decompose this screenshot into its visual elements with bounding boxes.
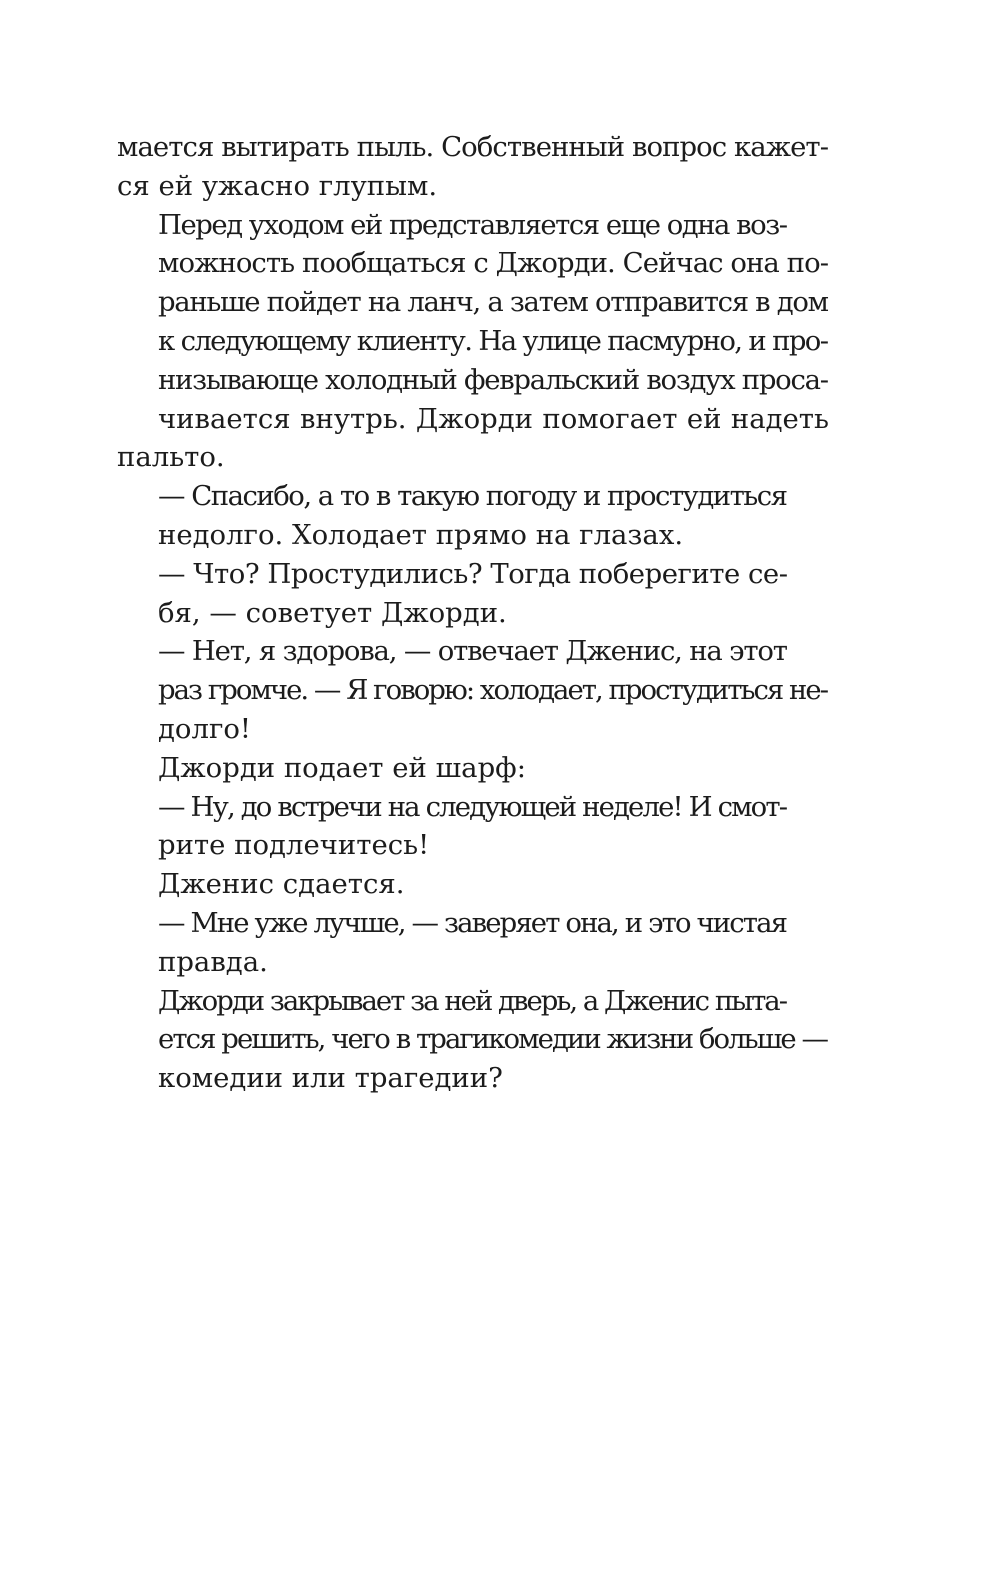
paragraph-8: [117, 865, 829, 904]
paragraph-4: [117, 555, 829, 633]
paragraph-1: [117, 128, 829, 206]
text-line: чивается внутрь. Джорди помогает ей надеть пальто.: [117, 402, 829, 474]
paragraph-10: [117, 982, 829, 1098]
text-line: комедии или трагедии?: [158, 1062, 503, 1095]
paragraph-5: [117, 632, 829, 748]
text-line: — Что? Простудились? Тогда поберегите се-: [158, 557, 788, 590]
text-line: долго!: [158, 712, 251, 745]
paragraph-6: [117, 749, 829, 788]
text-line: Джорди подает ей шарф:: [158, 751, 526, 784]
text-line: Дженис сдается.: [158, 868, 405, 901]
paragraph-2: [117, 206, 829, 478]
paragraph-3: [117, 477, 829, 555]
text-line: — Ну, до встречи на следующей неделе! И смот-: [158, 790, 787, 823]
paragraph-9: [117, 904, 829, 982]
text-line: Джорди закрывает за ней дверь, а Дженис пыта-: [158, 984, 787, 1017]
text-line: бя, — советует Джорди.: [158, 596, 507, 629]
text-line: низывающе холодный февральский воздух проса-: [158, 363, 828, 396]
text-line: к следующему клиенту. На улице пасмурно, и про-: [158, 324, 828, 357]
text-line: мается вытирать пыль. Собственный вопрос кажет-: [117, 131, 829, 163]
text-line: Перед уходом ей представляется еще одна воз-: [158, 208, 787, 241]
text-line: раз громче. — Я говорю: холодает, простудиться не-: [158, 674, 828, 707]
text-line: — Нет, я здорова, — отвечает Дженис, на этот: [158, 635, 787, 668]
text-line: раньше пойдет на ланч, а затем отправится в дом: [158, 286, 828, 319]
book-page-text: [117, 128, 829, 1098]
text-line: правда.: [158, 945, 268, 978]
text-line: можность пообщаться с Джорди. Сейчас она по-: [158, 247, 829, 280]
text-line: ется решить, чего в трагикомедии жизни больше —: [158, 1023, 828, 1056]
text-line: недолго. Холодает прямо на глазах.: [158, 518, 684, 551]
text-line: — Спасибо, а то в такую погоду и простудиться: [158, 480, 787, 513]
paragraph-7: [117, 788, 829, 866]
text-line: ся ей ужасно глупым.: [117, 169, 438, 202]
text-line: рите подлечитесь!: [158, 829, 430, 862]
text-line: — Мне уже лучше, — заверяет она, и это чистая: [158, 906, 787, 939]
